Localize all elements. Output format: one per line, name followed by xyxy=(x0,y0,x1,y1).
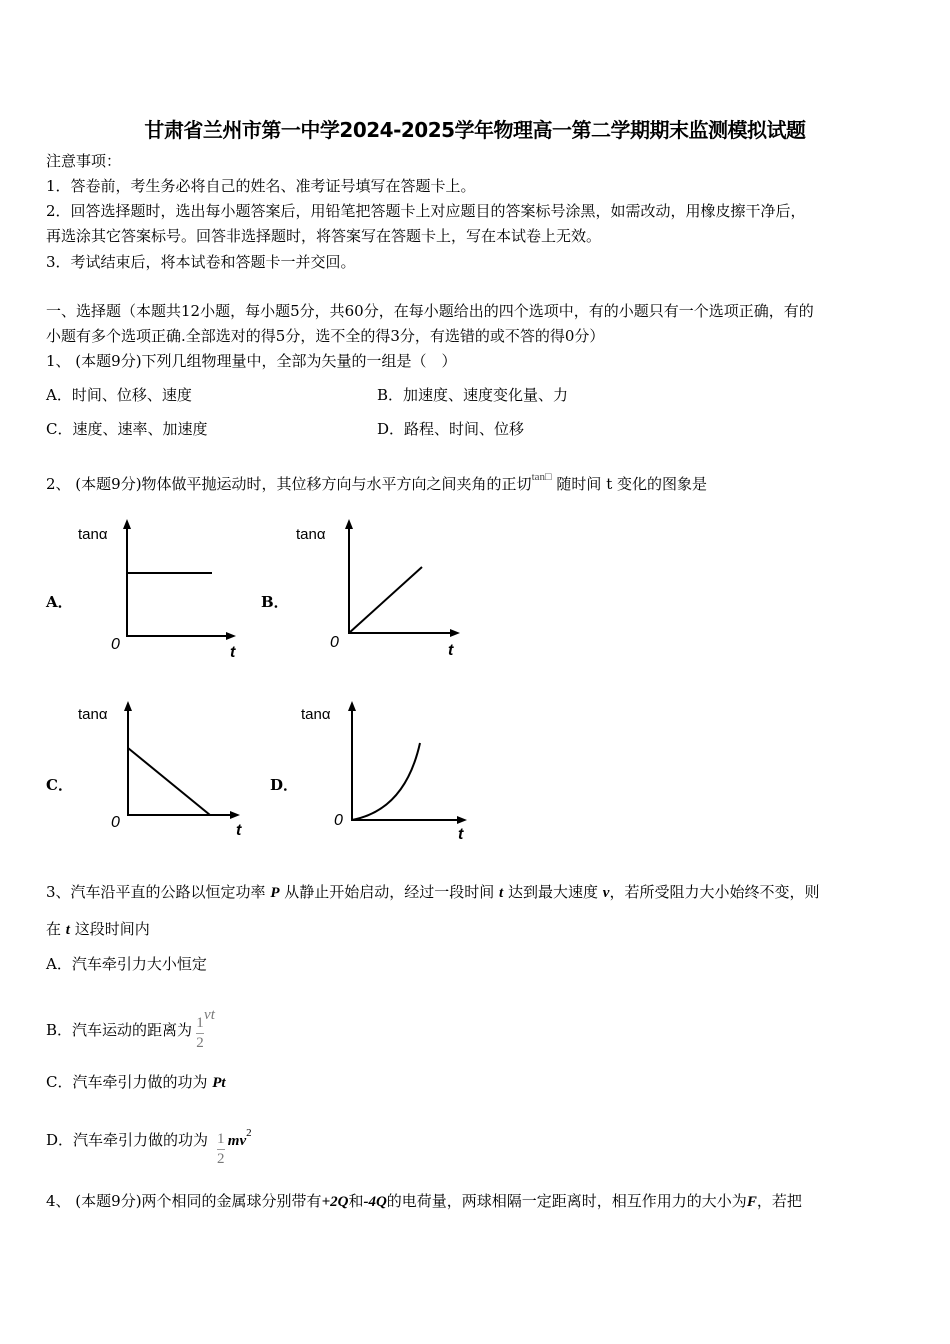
x-axis-label: t xyxy=(458,826,464,843)
vt-symbol: vt xyxy=(204,1007,215,1023)
section-header: 一、选择题（本题共12小题，每小题5分，共60分，在每小题给出的四个选项中，有的小题只有一个选项正确，有的 xyxy=(46,302,814,320)
q3-text: ，若所受阻力大小始终不变，则 xyxy=(609,883,820,901)
section-header-cont: 小题有多个选项正确.全部选对的得5分，选不全的得3分，有选错的或不答的得0分） xyxy=(46,327,605,345)
q3-option-d[interactable] xyxy=(46,1108,252,1167)
charge-1: +2Q xyxy=(321,1194,349,1210)
fraction-half xyxy=(196,1016,204,1051)
notice-item: 2．回答选择题时，选出每小题答案后，用铅笔把答题卡上对应题目的答案标号涂黑，如需改动，用橡皮擦干净后， xyxy=(46,202,806,220)
q3-time-symbol: t xyxy=(499,885,504,901)
graph-d[interactable] xyxy=(295,695,475,845)
origin-label: 0 xyxy=(330,634,339,651)
increasing-curve xyxy=(352,743,420,820)
q2-option-a-label[interactable]: A． xyxy=(46,593,73,611)
x-axis-label: t xyxy=(448,642,454,659)
exponent: 2 xyxy=(246,1127,252,1139)
x-axis-arrow-icon xyxy=(450,629,460,637)
q4-text: 4、 (本题9分)两个相同的金属球分别带有 xyxy=(46,1192,322,1210)
q3-option-b[interactable] xyxy=(46,990,215,1055)
q2-stem-tail: 随时间 t 变化的图象是 xyxy=(551,475,707,493)
q2-stem-text: 2、 (本题9分)物体做平抛运动时，其位移方向与水平方向之间夹角的正切 xyxy=(46,475,532,493)
denominator: 2 xyxy=(217,1151,225,1167)
notice-item: 3．考试结束后，将本试卷和答题卡一并交回。 xyxy=(46,253,356,271)
notice-item: 再选涂其它答案标号。回答非选择题时，将答案写在答题卡上，写在本试卷上无效。 xyxy=(46,227,602,245)
q3-option-c[interactable] xyxy=(46,1072,226,1093)
numerator: 1 xyxy=(196,1015,204,1031)
graph-c[interactable] xyxy=(70,695,250,845)
origin-label: 0 xyxy=(111,814,120,831)
q3-power-symbol: P xyxy=(270,885,280,901)
numerator: 1 xyxy=(217,1131,225,1147)
x-axis-arrow-icon xyxy=(230,811,240,819)
fraction-half xyxy=(217,1132,225,1167)
q3-text: 在 xyxy=(46,920,66,938)
q4-text: 和 xyxy=(348,1192,364,1210)
q3-text: 从静止开始启动，经过一段时间 xyxy=(279,883,500,901)
notice-heading: 注意事项： xyxy=(46,152,122,170)
y-axis-arrow-icon xyxy=(345,519,353,529)
decreasing-line xyxy=(128,748,210,815)
q3-text: 这段时间内 xyxy=(69,920,150,938)
notice-item: 1．答卷前，考生务必将自己的姓名、准考证号填写在答题卡上。 xyxy=(46,177,476,195)
y-axis-arrow-icon xyxy=(124,701,132,711)
tan-alpha-symbol: tan□ xyxy=(531,471,552,483)
q3-option-c-text: C．汽车牵引力做的功为 xyxy=(46,1073,213,1091)
q3-velocity-symbol: v xyxy=(602,885,610,901)
q4-stem xyxy=(46,1191,802,1212)
q3-option-d-text: D．汽车牵引力做的功为 xyxy=(46,1131,213,1149)
q3-time-symbol: t xyxy=(65,922,70,938)
origin-label: 0 xyxy=(334,812,343,829)
q1-option-a[interactable]: A．时间、位移、速度 xyxy=(46,386,192,404)
q3-stem xyxy=(46,882,819,903)
y-axis-label: tanα xyxy=(78,526,108,543)
mv-symbol: mv xyxy=(227,1133,247,1149)
q3-option-a[interactable]: A．汽车牵引力大小恒定 xyxy=(46,955,207,973)
q4-text: 的电荷量，两球相隔一定距离时，相互作用力的大小为 xyxy=(386,1192,747,1210)
y-axis-label: tanα xyxy=(296,526,326,543)
x-axis-label: t xyxy=(230,644,236,661)
q2-option-d-label[interactable]: D． xyxy=(270,776,299,794)
charge-2: -4Q xyxy=(363,1194,387,1210)
q3-stem-cont xyxy=(46,919,150,940)
q2-stem xyxy=(46,467,707,494)
q4-text: ，若把 xyxy=(756,1192,802,1210)
y-axis-label: tanα xyxy=(301,706,331,723)
pt-symbol: Pt xyxy=(212,1075,226,1091)
linear-line xyxy=(349,567,422,633)
denominator: 2 xyxy=(196,1035,204,1051)
q1-option-b[interactable]: B．加速度、速度变化量、力 xyxy=(377,386,569,404)
q2-option-b-label[interactable]: B． xyxy=(261,593,289,611)
q2-option-c-label[interactable]: C． xyxy=(46,776,73,794)
q3-text: 3、汽车沿平直的公路以恒定功率 xyxy=(46,883,271,901)
x-axis-arrow-icon xyxy=(226,632,236,640)
y-axis-label: tanα xyxy=(78,706,108,723)
q1-stem: 1、 (本题9分)下列几组物理量中，全部为矢量的一组是（ ） xyxy=(46,352,457,370)
q3-option-b-text: B．汽车运动的距离为 xyxy=(46,1021,193,1039)
q1-option-d[interactable]: D．路程、时间、位移 xyxy=(377,420,525,438)
page-title: 甘肃省兰州市第一中学2024-2025学年物理高一第二学期期末监测模拟试题 xyxy=(144,118,806,142)
origin-label: 0 xyxy=(111,636,120,653)
q1-option-c[interactable]: C．速度、速率、加速度 xyxy=(46,420,208,438)
y-axis-arrow-icon xyxy=(348,701,356,711)
graph-a[interactable] xyxy=(70,515,250,665)
q3-text: 达到最大速度 xyxy=(503,883,603,901)
y-axis-arrow-icon xyxy=(123,519,131,529)
x-axis-arrow-icon xyxy=(457,816,467,824)
force-symbol: F xyxy=(746,1194,757,1210)
x-axis-label: t xyxy=(236,822,242,839)
graph-b[interactable] xyxy=(290,515,470,665)
